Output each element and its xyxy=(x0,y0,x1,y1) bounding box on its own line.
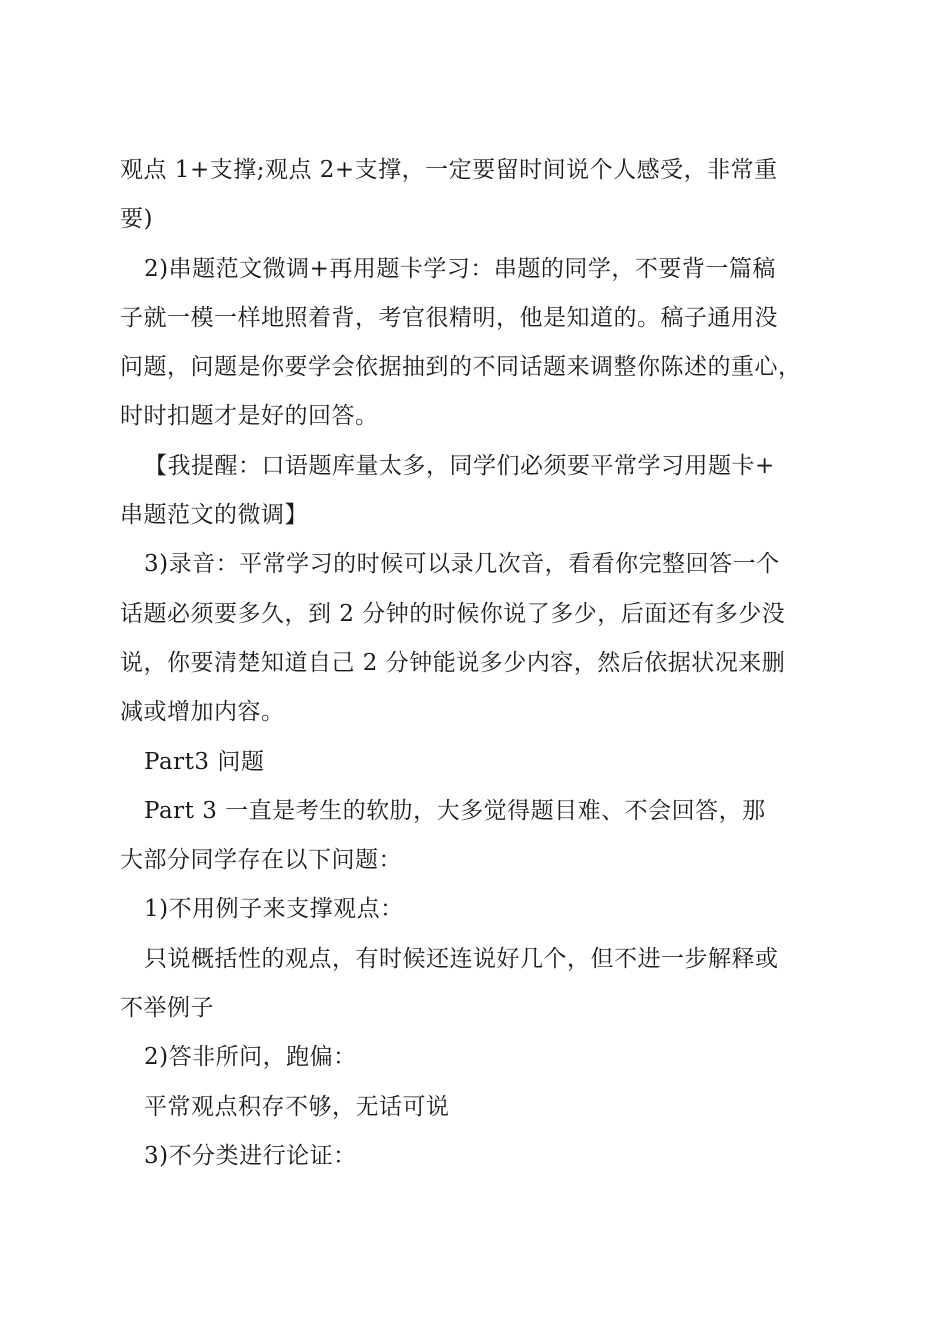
text-line: 2)答非所问，跑偏： xyxy=(144,1044,357,1071)
text-line: 话题必须要多久，到 2 分钟的时候你说了多少，后面还有多少没 xyxy=(120,600,786,627)
text-line: 3)不分类进行论证： xyxy=(144,1142,357,1169)
text-line: 问题，问题是你要学会依据抽到的不同话题来调整你陈述的重心， xyxy=(120,354,802,381)
text-line: 减或增加内容。 xyxy=(120,699,285,726)
text-line: 串题范文的微调】 xyxy=(120,502,308,529)
text-line: 大部分同学存在以下问题： xyxy=(120,847,402,874)
text-line: 要) xyxy=(120,206,153,233)
section-heading: Part3 问题 xyxy=(144,748,265,775)
document-body xyxy=(120,146,850,1181)
text-line: 不举例子 xyxy=(120,995,214,1022)
text-line: 1)不用例子来支撑观点： xyxy=(144,896,404,923)
text-line: 时时扣题才是好的回答。 xyxy=(120,403,379,430)
text-line: 平常观点积存不够，无话可说 xyxy=(144,1093,450,1120)
text-line: 只说概括性的观点，有时候还连说好几个，但不进一步解释或 xyxy=(144,945,779,972)
text-line: 说，你要清楚知道自己 2 分钟能说多少内容，然后依据状况来删 xyxy=(120,649,786,676)
text-line: 【我提醒：口语题库量太多，同学们必须要平常学习用题卡+ xyxy=(144,452,775,479)
text-line: Part 3 一直是考生的软肋，大多觉得题目难、不会回答，那 xyxy=(144,797,766,824)
text-line: 子就一模一样地照着背，考官很精明，他是知道的。稿子通用没 xyxy=(120,304,778,331)
text-line: 3)录音：平常学习的时候可以录几次音，看看你完整回答一个 xyxy=(144,551,780,578)
text-line: 观点 1+支撑;观点 2+支撑，一定要留时间说个人感受，非常重 xyxy=(120,157,778,183)
text-line: 2)串题范文微调+再用题卡学习：串题的同学，不要背一篇稿 xyxy=(144,255,776,282)
